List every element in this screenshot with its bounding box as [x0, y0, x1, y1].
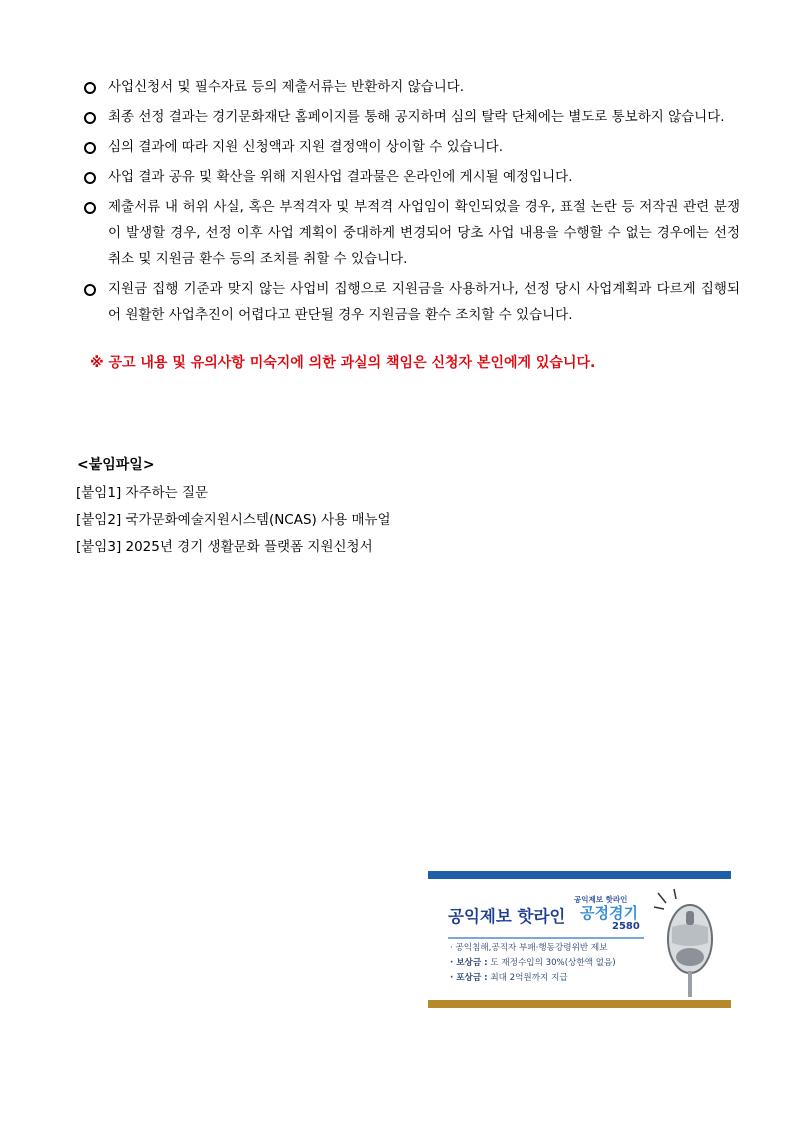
- notice-item: [84, 164, 740, 190]
- banner-info-value: 도 재정수입의 30%(상한액 없음): [487, 958, 616, 968]
- notice-item: [84, 194, 740, 272]
- banner-info-key: · 포상금 :: [450, 973, 488, 983]
- circle-bullet-icon: [84, 112, 96, 124]
- banner-brand: 공정경기: [580, 904, 638, 922]
- notice-text: 최종 선정 결과는 경기문화재단 홈페이지를 통해 공지하며 심의 탈락 단체에는 별도로 통보하지 않습니다.: [108, 109, 725, 125]
- banner-divider: [448, 937, 644, 939]
- notice-text: 사업 결과 공유 및 확산을 위해 지원사업 결과물은 온라인에 게시될 예정입니다.: [108, 169, 573, 185]
- banner-info-list: [450, 941, 616, 986]
- attachment-item: [붙임1] 자주하는 질문: [76, 485, 209, 501]
- circle-bullet-icon: [84, 202, 96, 214]
- notice-list: [84, 74, 740, 332]
- banner-info-line: [450, 941, 616, 956]
- circle-bullet-icon: [84, 142, 96, 154]
- notice-text: 지원금 집행 기준과 맞지 않는 사업비 집행으로 지원금을 사용하거나, 선정 당시 사업계획과 다르게 집행되어 원활한 사업추진이 어렵다고 판단될 경우 지원금을 환수 조치할 수 있습니다.: [108, 281, 740, 323]
- computer-mouse-icon: [650, 887, 726, 999]
- notice-item: [84, 74, 740, 100]
- hotline-banner[interactable]: [428, 871, 731, 1008]
- notice-item: [84, 276, 740, 328]
- notice-item: [84, 134, 740, 160]
- notice-text: 사업신청서 및 필수자료 등의 제출서류는 반환하지 않습니다.: [108, 79, 465, 95]
- attachment-item: [붙임2] 국가문화예술지원시스템(NCAS) 사용 매뉴얼: [76, 512, 391, 528]
- banner-subtitle: 공익제보 핫라인: [574, 895, 628, 904]
- banner-title: 공익제보 핫라인: [448, 907, 566, 926]
- banner-info-line: [450, 956, 616, 971]
- banner-number: 2580: [612, 921, 640, 932]
- warning-note: ※ 공고 내용 및 유의사항 미숙지에 의한 과실의 책임은 신청자 본인에게 있습니다.: [90, 355, 596, 371]
- banner-info-value: 최대 2억원까지 지급: [487, 973, 568, 983]
- banner-top-bar: [428, 871, 731, 879]
- attachment-item: [붙임3] 2025년 경기 생활문화 플랫폼 지원신청서: [76, 539, 373, 555]
- banner-info-key: · 공익침해,공직자 부패·행동강령위반 제보: [450, 943, 608, 953]
- circle-bullet-icon: [84, 284, 96, 296]
- circle-bullet-icon: [84, 172, 96, 184]
- circle-bullet-icon: [84, 82, 96, 94]
- notice-item: [84, 104, 740, 130]
- banner-info-line: [450, 971, 616, 986]
- attachments-list: [76, 480, 391, 561]
- banner-bottom-bar: [428, 1000, 731, 1008]
- notice-text: 제출서류 내 허위 사실, 혹은 부적격자 및 부적격 사업임이 확인되었을 경우, 표절 논란 등 저작권 관련 분쟁이 발생할 경우, 선정 이후 사업 계획이 중대하게 변경되어 당초 사업 내용을 수행할 수 없는 경우에는 선정 취소 및 지원금 환수 등의 조치를 취할 수 있습니다.: [108, 199, 740, 267]
- attachments-heading: <붙임파일>: [77, 457, 155, 473]
- banner-info-key: · 보상금 :: [450, 958, 488, 968]
- notice-text: 심의 결과에 따라 지원 신청액과 지원 결정액이 상이할 수 있습니다.: [108, 139, 504, 155]
